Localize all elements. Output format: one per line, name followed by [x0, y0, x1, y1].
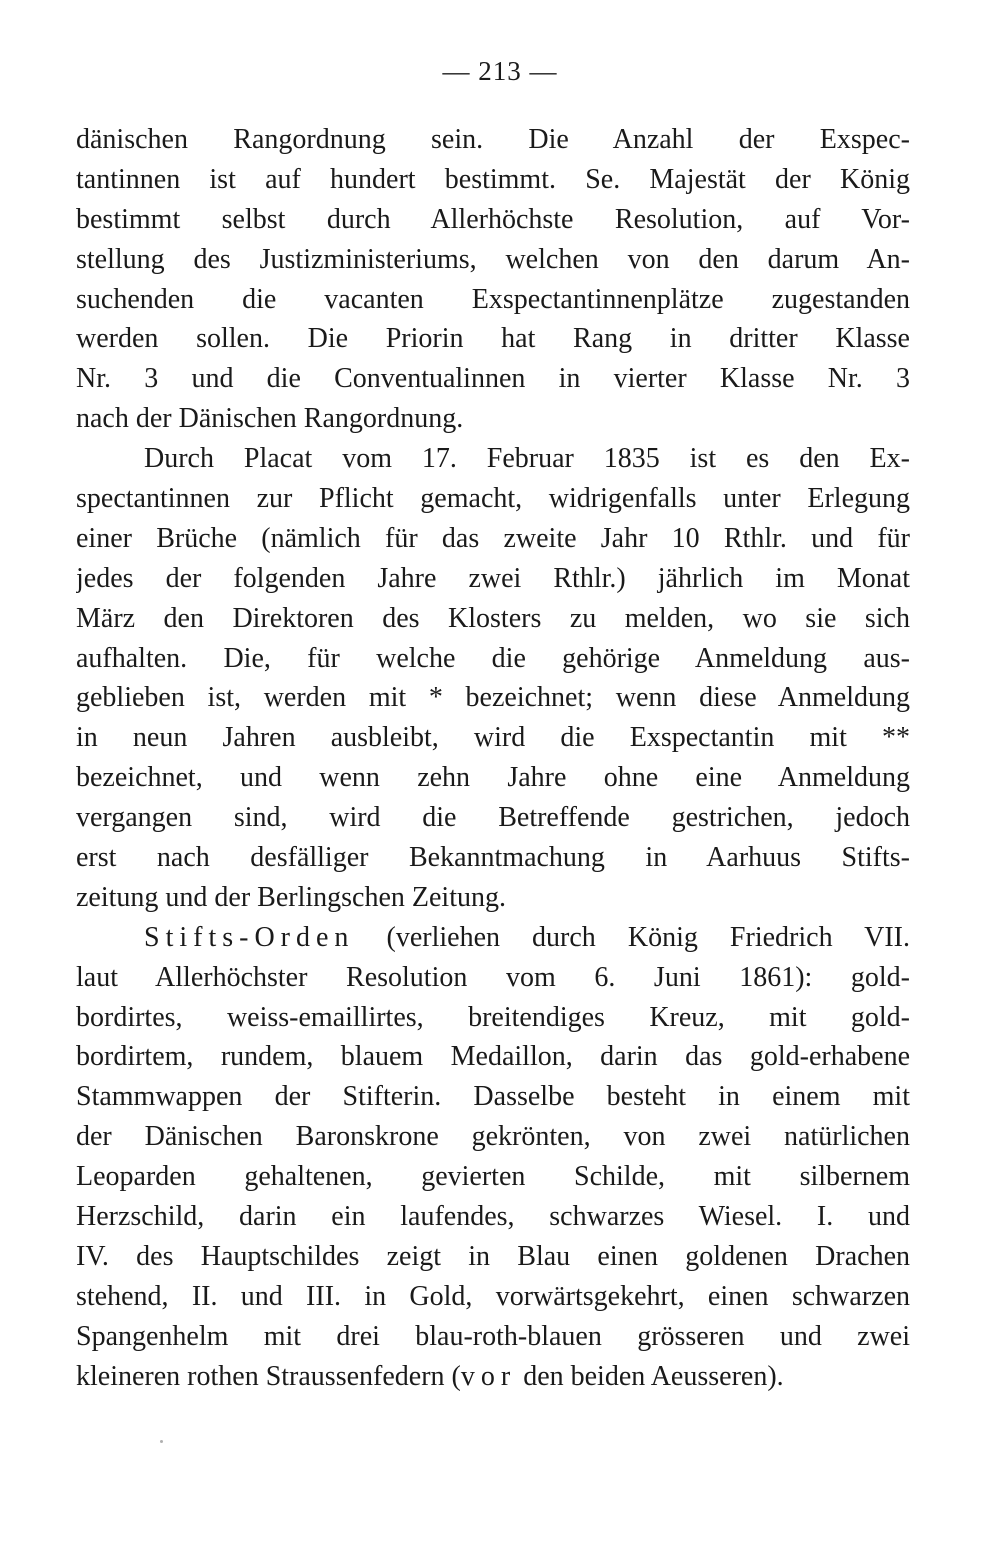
text-line: Leoparden gehaltenen, gevierten Schilde, mit silbernem: [76, 1161, 910, 1193]
text-line: in neun Jahren ausbleibt, wird die Exspectantin mit **: [76, 722, 910, 754]
text-line: bezeichnet, und wenn zehn Jahre ohne eine Anmeldung: [76, 762, 910, 794]
text-line: bordirtes, weiss-emaillirtes, breitendiges Kreuz, mit gold-: [76, 1001, 910, 1033]
text-line: stehend, II. und III. in Gold, vorwärtsgekehrt, einen schwarzen: [76, 1280, 910, 1312]
text-line: werden sollen. Die Priorin hat Rang in dritter Klasse: [76, 323, 910, 355]
text-line: jedes der folgenden Jahre zwei Rthlr.) jährlich im Monat: [76, 562, 910, 594]
body-text: [76, 120, 910, 1397]
text-fragment: kleineren rothen Straussenfedern (: [76, 1360, 461, 1392]
text-line: laut Allerhöchster Resolution vom 6. Juni 1861): gold-: [76, 961, 910, 993]
text-line: Herzschild, darin ein laufendes, schwarzes Wiesel. I. und: [76, 1201, 910, 1233]
text-fragment: (verliehen durch König Friedrich VII.: [354, 921, 910, 953]
print-speck: [160, 1440, 163, 1443]
text-line: März den Direktoren des Klosters zu melden, wo sie sich: [76, 602, 910, 634]
text-line: Durch Placat vom 17. Februar 1835 ist es den Ex-: [144, 443, 910, 475]
text-line: der Dänischen Baronskrone gekrönten, von zwei natürlichen: [76, 1121, 910, 1153]
text-line: stellung des Justizministeriums, welchen von den darum An-: [76, 243, 910, 275]
text-line: nach der Dänischen Rangordnung.: [76, 403, 464, 435]
text-line: geblieben ist, werden mit * bezeichnet; wenn diese Anmeldung: [76, 682, 910, 714]
text-line: dänischen Rangordnung sein. Die Anzahl der Exspec-: [76, 124, 910, 155]
text-line: spectantinnen zur Pflicht gemacht, widrigenfalls unter Erlegung: [76, 483, 910, 515]
text-line: Spangenhelm mit drei blau-roth-blauen grösseren und zwei: [76, 1320, 910, 1352]
page-number: — 213 —: [442, 56, 558, 86]
text-line: suchenden die vacanten Exspectantinnenplätze zugestanden: [76, 283, 910, 315]
text-line: bordirtem, rundem, blauem Medaillon, darin das gold-erhabene: [76, 1041, 910, 1073]
section-heading-stifts-orden: Stifts-Orden: [144, 921, 355, 953]
text-line: einer Brüche (nämlich für das zweite Jahr 10 Rthlr. und für: [76, 522, 910, 554]
text-line: erst nach desfälliger Bekanntmachung in Aarhuus Stifts-: [76, 842, 910, 874]
text-line: aufhalten. Die, für welche die gehörige Anmeldung aus-: [76, 642, 910, 674]
text-line: IV. des Hauptschildes zeigt in Blau einen goldenen Drachen: [76, 1240, 910, 1272]
text-line: zeitung und der Berlingschen Zeitung.: [76, 881, 506, 913]
text-line: vergangen sind, wird die Betreffende gestrichen, jedoch: [76, 802, 910, 834]
text-line: bestimmt selbst durch Allerhöchste Resolution, auf Vor-: [76, 203, 910, 235]
text-line: tantinnen ist auf hundert bestimmt. Se. Majestät der König: [76, 163, 910, 195]
text-line: [76, 918, 910, 958]
text-line: Stammwappen der Stifterin. Dasselbe besteht in einem mit: [76, 1081, 910, 1113]
text-fragment: den beiden Aeusseren).: [516, 1360, 784, 1392]
text-line: [76, 1357, 910, 1397]
text-line: Nr. 3 und die Conventualinnen in vierter Klasse Nr. 3: [76, 363, 910, 395]
spaced-word: vor: [460, 1360, 517, 1392]
